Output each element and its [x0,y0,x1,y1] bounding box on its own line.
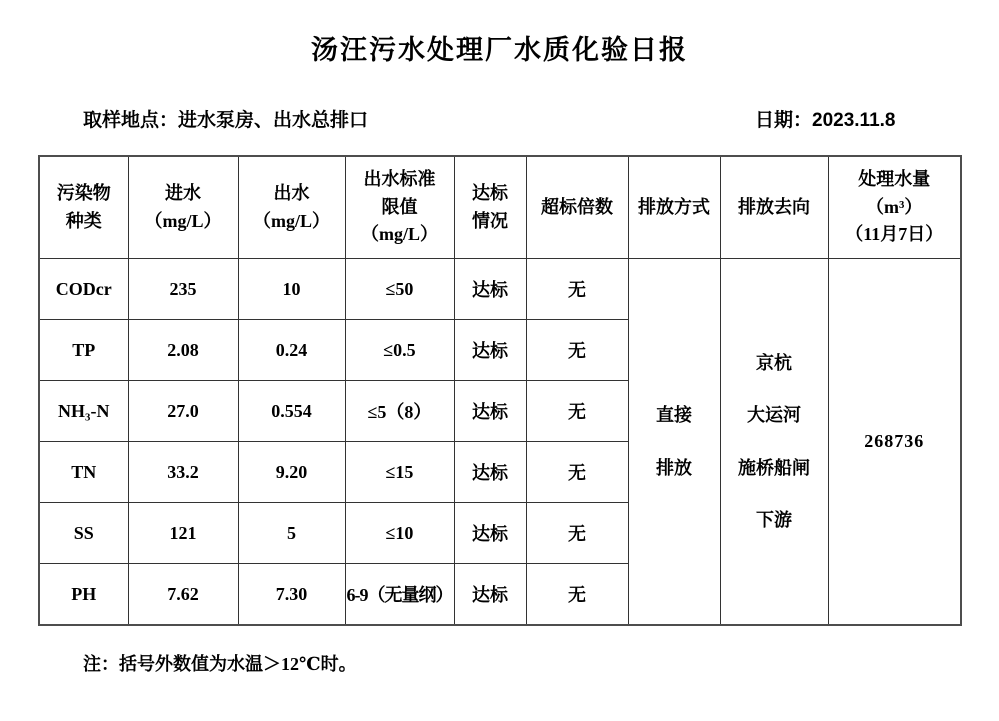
col-header-status: 达标 情况 [454,156,526,259]
table-row-codcr [39,259,961,320]
cell-influent: 235 [128,259,238,320]
cell-influent: 7.62 [128,564,238,626]
cell-pollutant: PH [39,564,128,626]
cell-status: 达标 [454,564,526,626]
footnote: 注：括号外数值为水温＞12℃时。 [83,654,357,674]
cell-status: 达标 [454,503,526,564]
cell-status: 达标 [454,320,526,381]
cell-influent: 121 [128,503,238,564]
cell-influent: 27.0 [128,381,238,442]
cell-treated-volume: 268736 [828,259,961,626]
cell-exceed: 无 [526,503,628,564]
col-header-limit: 出水标准 限值 （mg/L） [345,156,454,259]
cell-influent: 33.2 [128,442,238,503]
cell-exceed: 无 [526,442,628,503]
cell-influent: 2.08 [128,320,238,381]
cell-effluent: 9.20 [238,442,345,503]
cell-effluent: 0.554 [238,381,345,442]
col-header-effluent: 出水 （mg/L） [238,156,345,259]
cell-pollutant: TP [39,320,128,381]
col-header-volume: 处理水量 （m³） （11月7日） [828,156,961,259]
cell-pollutant: NH₃-N [39,381,128,442]
col-header-pollutant: 污染物 种类 [39,156,128,259]
cell-status: 达标 [454,442,526,503]
cell-exceed: 无 [526,320,628,381]
cell-discharge-method: 直接 排放 [628,259,720,626]
report-date-label: 日期：2023.11.8 [755,110,896,131]
cell-limit: ≤0.5 [345,320,454,381]
cell-limit: 6-9（无量纲） [345,564,454,626]
cell-effluent: 7.30 [238,564,345,626]
cell-limit: ≤15 [345,442,454,503]
cell-status: 达标 [454,381,526,442]
water-quality-table [38,155,962,626]
cell-effluent: 10 [238,259,345,320]
cell-pollutant: TN [39,442,128,503]
cell-status: 达标 [454,259,526,320]
report-title: 汤汪污水处理厂水质化验日报 [311,35,688,65]
cell-effluent: 0.24 [238,320,345,381]
cell-exceed: 无 [526,381,628,442]
sampling-location-label: 取样地点：进水泵房、出水总排口 [83,110,369,131]
cell-pollutant: SS [39,503,128,564]
cell-exceed: 无 [526,259,628,320]
cell-limit: ≤5（8） [345,381,454,442]
cell-limit: ≤10 [345,503,454,564]
col-header-influent: 进水 （mg/L） [128,156,238,259]
col-header-destination: 排放去向 [720,156,828,259]
cell-exceed: 无 [526,564,628,626]
col-header-exceed: 超标倍数 [526,156,628,259]
col-header-method: 排放方式 [628,156,720,259]
table-header-row [39,156,961,259]
cell-discharge-destination: 京杭 大运河 施桥船闸 下游 [720,259,828,626]
cell-limit: ≤50 [345,259,454,320]
cell-pollutant: CODcr [39,259,128,320]
cell-effluent: 5 [238,503,345,564]
